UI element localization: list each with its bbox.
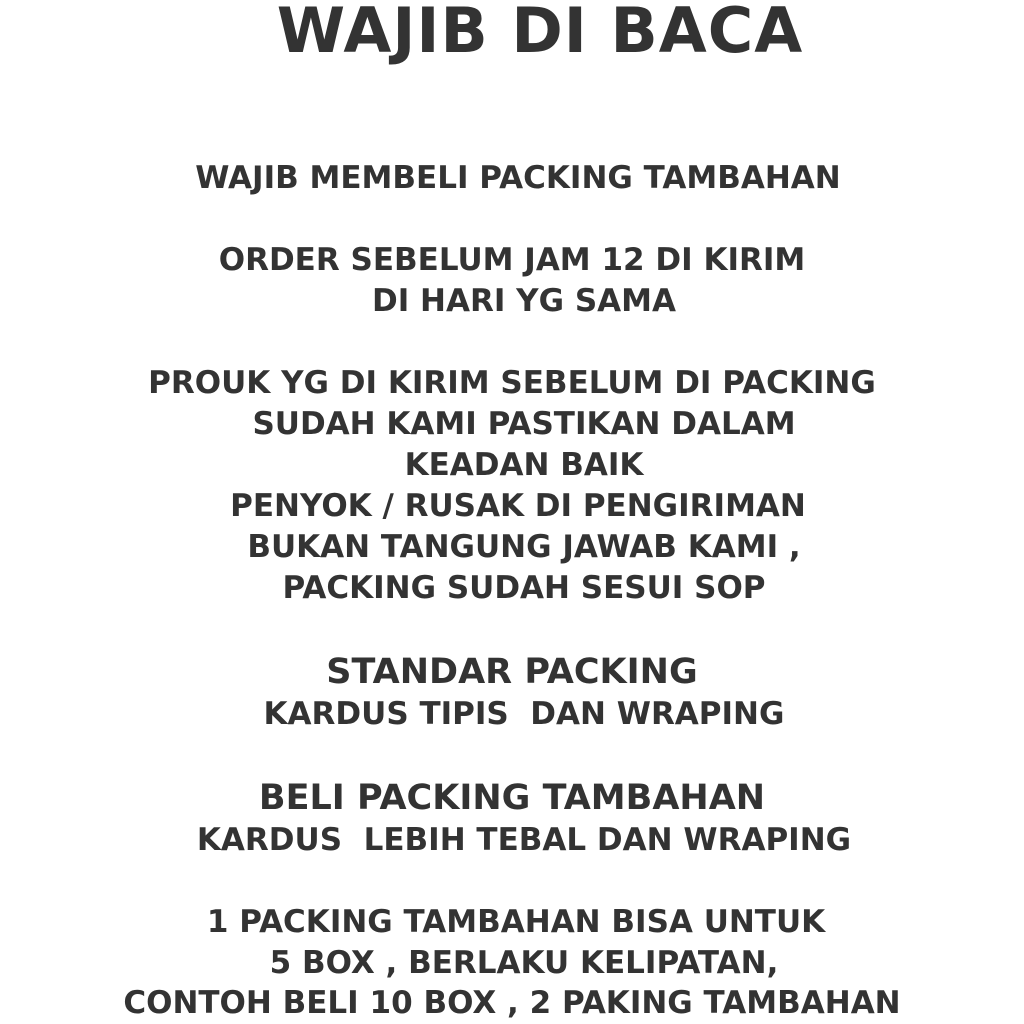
product-line-5: BUKAN TANGUNG JAWAB KAMI , xyxy=(247,529,801,565)
product-line-2: SUDAH KAMI PASTIKAN DALAM xyxy=(252,406,796,442)
rule-line-3: CONTOH BELI 10 BOX , 2 PAKING TAMBAHAN xyxy=(123,985,901,1021)
product-line-1: PROUK YG DI KIRIM SEBELUM DI PACKING xyxy=(148,365,876,401)
product-line-6: PACKING SUDAH SESUI SOP xyxy=(282,570,766,606)
order-line-1: ORDER SEBELUM JAM 12 DI KIRIM xyxy=(218,242,806,278)
page-title: WAJIB DI BACA xyxy=(276,0,804,67)
order-line-2: DI HARI YG SAMA xyxy=(371,283,677,319)
rule-line-1: 1 PACKING TAMBAHAN BISA UNTUK xyxy=(206,904,826,940)
product-line-3: KEADAN BAIK xyxy=(404,447,644,483)
rule-line-2: 5 BOX , BERLAKU KELIPATAN, xyxy=(269,945,779,981)
standard-packing-desc: KARDUS TIPIS DAN WRAPING xyxy=(263,696,785,732)
standard-packing-heading: STANDAR PACKING xyxy=(326,652,698,692)
extra-packing-heading: BELI PACKING TAMBAHAN xyxy=(258,778,766,818)
product-line-4: PENYOK / RUSAK DI PENGIRIMAN xyxy=(230,488,806,524)
notice-heading: WAJIB MEMBELI PACKING TAMBAHAN xyxy=(195,160,841,196)
extra-packing-desc: KARDUS LEBIH TEBAL DAN WRAPING xyxy=(196,822,852,858)
